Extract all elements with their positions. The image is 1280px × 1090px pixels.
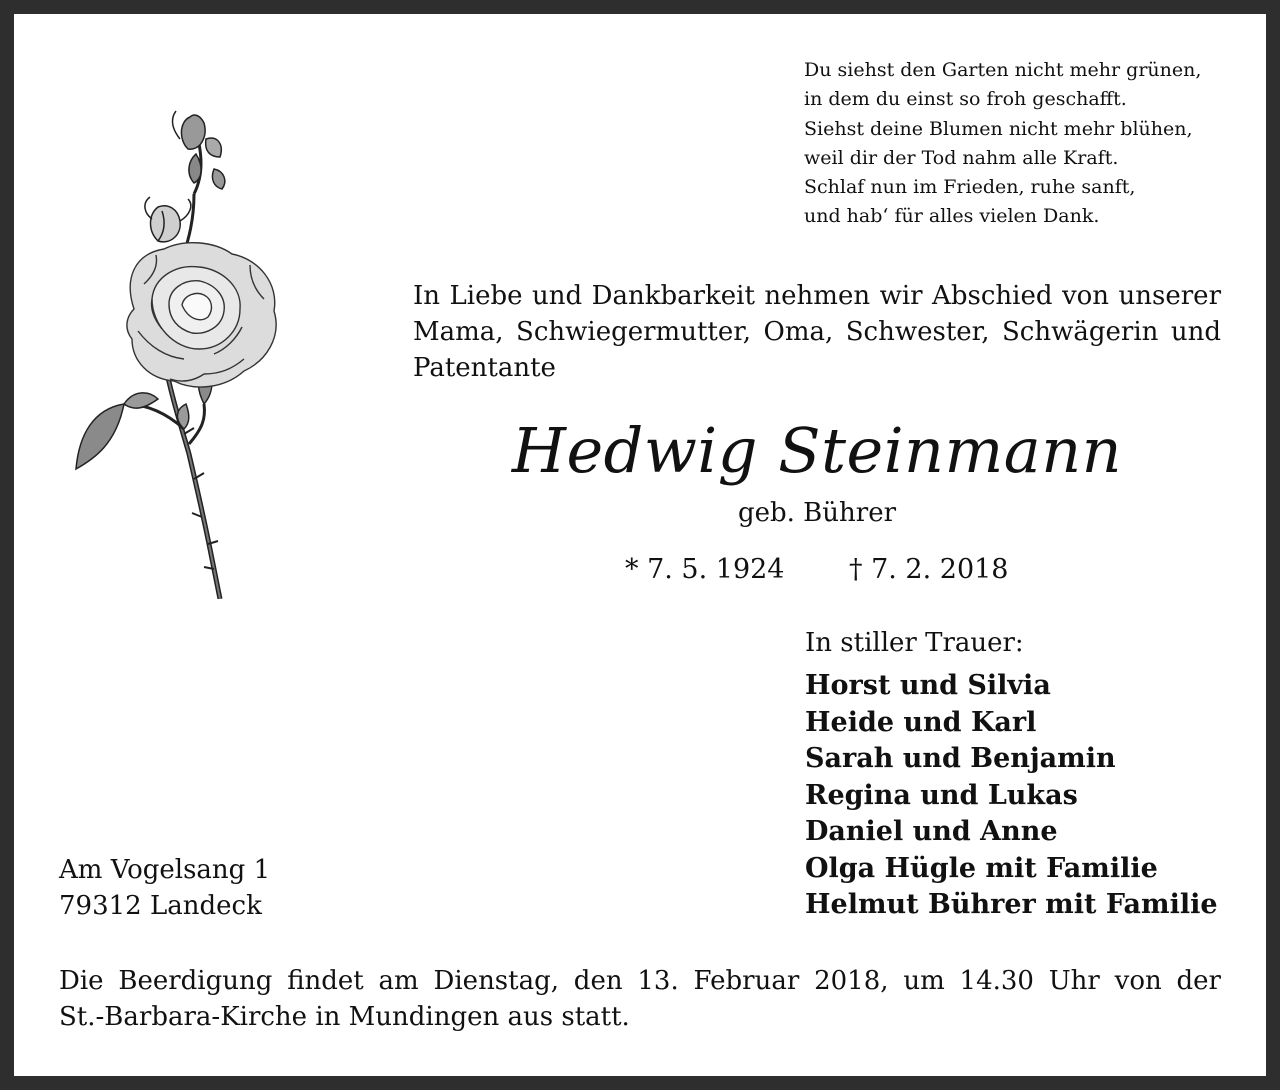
mourner-entry: Daniel und Anne — [805, 816, 1058, 847]
mourner-entry: Helmut Bührer mit Familie — [805, 889, 1218, 920]
mourner-entry: Heide und Karl — [805, 706, 1037, 738]
address-city: 79312 Landeck — [59, 891, 262, 921]
poem — [804, 56, 1244, 232]
poem-line: und hab‘ für alles vielen Dank. — [804, 205, 1100, 228]
mourners-list — [805, 668, 1218, 924]
mourner-entry: Olga Hügle mit Familie — [805, 852, 1158, 884]
mourning-label: In stiller Trauer: — [805, 628, 1024, 658]
death-date: † 7. 2. 2018 — [849, 554, 1009, 585]
obituary-notice — [14, 14, 1266, 1076]
funeral-line: St.-Barbara-Kirche in Mundingen aus statt. — [59, 1002, 630, 1032]
poem-line: Siehst deine Blumen nicht mehr blühen, — [804, 117, 1193, 140]
intro-paragraph — [413, 278, 1221, 386]
intro-line: Patentante — [413, 353, 556, 383]
poem-line: weil dir der Tod nahm alle Kraft. — [804, 146, 1119, 169]
poem-line: in dem du einst so froh geschafft. — [804, 88, 1127, 111]
mourner-entry: Sarah und Benjamin — [805, 743, 1116, 774]
funeral-notice — [59, 963, 1221, 1035]
poem-line: Du siehst den Garten nicht mehr grünen, — [804, 59, 1202, 81]
address-street: Am Vogelsang 1 — [59, 855, 271, 885]
address — [59, 852, 270, 924]
rose-illustration — [54, 99, 294, 599]
poem-line: Schlaf nun im Frieden, ruhe sanft, — [804, 176, 1136, 199]
mourner-entry: Horst und Silvia — [805, 670, 1051, 701]
birth-date: * 7. 5. 1924 — [625, 554, 785, 585]
maiden-name: geb. Bührer — [737, 498, 897, 528]
deceased-name: Hedwig Steinmann — [511, 414, 1123, 487]
mourner-entry: Regina und Lukas — [805, 779, 1078, 811]
intro-line: Mama, Schwiegermutter, Oma, Schwester, Schwägerin und — [413, 317, 1221, 347]
funeral-line: Die Beerdigung findet am Dienstag, den 13. Februar 2018, um 14.30 Uhr von der — [59, 966, 1221, 996]
intro-line: In Liebe und Dankbarkeit nehmen wir Abschied von unserer — [413, 281, 1221, 311]
